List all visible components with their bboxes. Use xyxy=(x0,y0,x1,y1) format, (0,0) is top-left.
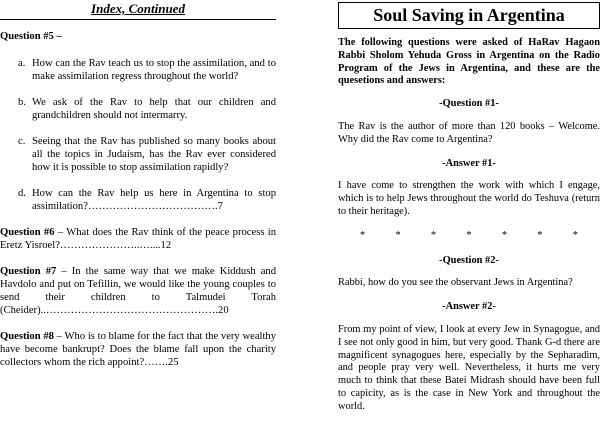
answer-2-text: From my point of view, I look at every Jew in Synagogue, and I see not only good in him, but very good. Thank G-d there are magnificent synagogues here, especially by the Sepharadim, and people pray very well. Nevertheless, it hurts me very much to think that these Batei Midrash should have been full to capicity, as is the case in New York and throughout the world. xyxy=(338,323,600,412)
question-7-label: Question #7 xyxy=(0,266,57,277)
item-letter: d. xyxy=(18,188,26,199)
answer-1-text: I have come to strengthen the work with which I engage, which is to help Jews throughout the world do Teshuva (return to their heritage). xyxy=(338,180,600,217)
index-title: Index, Continued xyxy=(0,2,276,20)
question-8-label: Question #8 xyxy=(0,331,54,342)
star: * xyxy=(395,229,401,241)
index-column xyxy=(0,0,276,382)
question-8-text: – Who is to blame for the fact that the very wealthy have become bankrupt? Does the blame fall upon the charity collectors whom the rich appoint?…….25 xyxy=(0,331,277,368)
question-5c xyxy=(0,135,276,174)
question-5d xyxy=(0,187,276,213)
star: * xyxy=(501,229,508,241)
question-1-heading: -Question #1- xyxy=(439,98,499,110)
question-6-label: Question #6 xyxy=(0,227,55,238)
item-text: We ask of the Rav to help that our children and grandchildren should not intermarry. xyxy=(32,97,276,121)
item-text: How can the Rav help us here in Argentina to stop assimilation?……………………………….7 xyxy=(32,188,276,212)
article-column xyxy=(338,0,600,425)
item-text: Seeing that the Rav has published so many books about all the topics in Judaism, has the Rav ever considered how it is possible to stop assimilation rapidly? xyxy=(32,136,276,173)
answer-1-heading: -Answer #1- xyxy=(442,157,496,169)
star-separator xyxy=(338,230,600,243)
question-1-text: The Rav is the author of more than 120 books – Welcome. Why did the Rav come to Argentina? xyxy=(338,120,600,145)
answer-2-heading: -Answer #2- xyxy=(442,301,496,313)
question-5b xyxy=(0,96,276,122)
article-intro: The following questions were asked of HaRav Hagaon Rabbi Sholom Yehuda Gross in Argentina on the Radio Program of the Jews in Argentina, and these are the quesetions and answers: xyxy=(338,37,600,87)
star: * xyxy=(360,229,366,241)
item-letter: c. xyxy=(18,136,26,147)
star: * xyxy=(466,229,472,241)
question-6-text: – What does the Rav think of the peace process in Eretz Yisroel?…………………..…....12 xyxy=(0,227,276,251)
article-title: Soul Saving in Argentina xyxy=(338,2,600,29)
item-text: How can the Rav teach us to stop the assimilation, and to make assimilation regress throughout the world? xyxy=(32,58,276,82)
question-5-label: Question #5 – xyxy=(0,31,62,42)
star: * xyxy=(537,229,543,241)
question-7-text: – In the same way that we make Kiddush and Havdolo and put on Tefillin, we would like the young couples to send their children to Talmudei Torah (Cheider)..………………………………………….20 xyxy=(0,266,277,316)
question-8-entry xyxy=(0,330,276,369)
star: * xyxy=(572,229,578,241)
question-5a xyxy=(0,57,276,83)
question-5-list xyxy=(0,57,276,213)
star: * xyxy=(430,229,437,241)
question-2-text: Rabbi, how do you see the observant Jews in Argentina? xyxy=(338,277,573,289)
item-letter: b. xyxy=(18,97,26,108)
item-letter: a. xyxy=(18,58,26,69)
question-6-entry xyxy=(0,226,276,252)
question-2-heading: -Question #2- xyxy=(439,254,499,266)
question-7-entry xyxy=(0,265,276,317)
